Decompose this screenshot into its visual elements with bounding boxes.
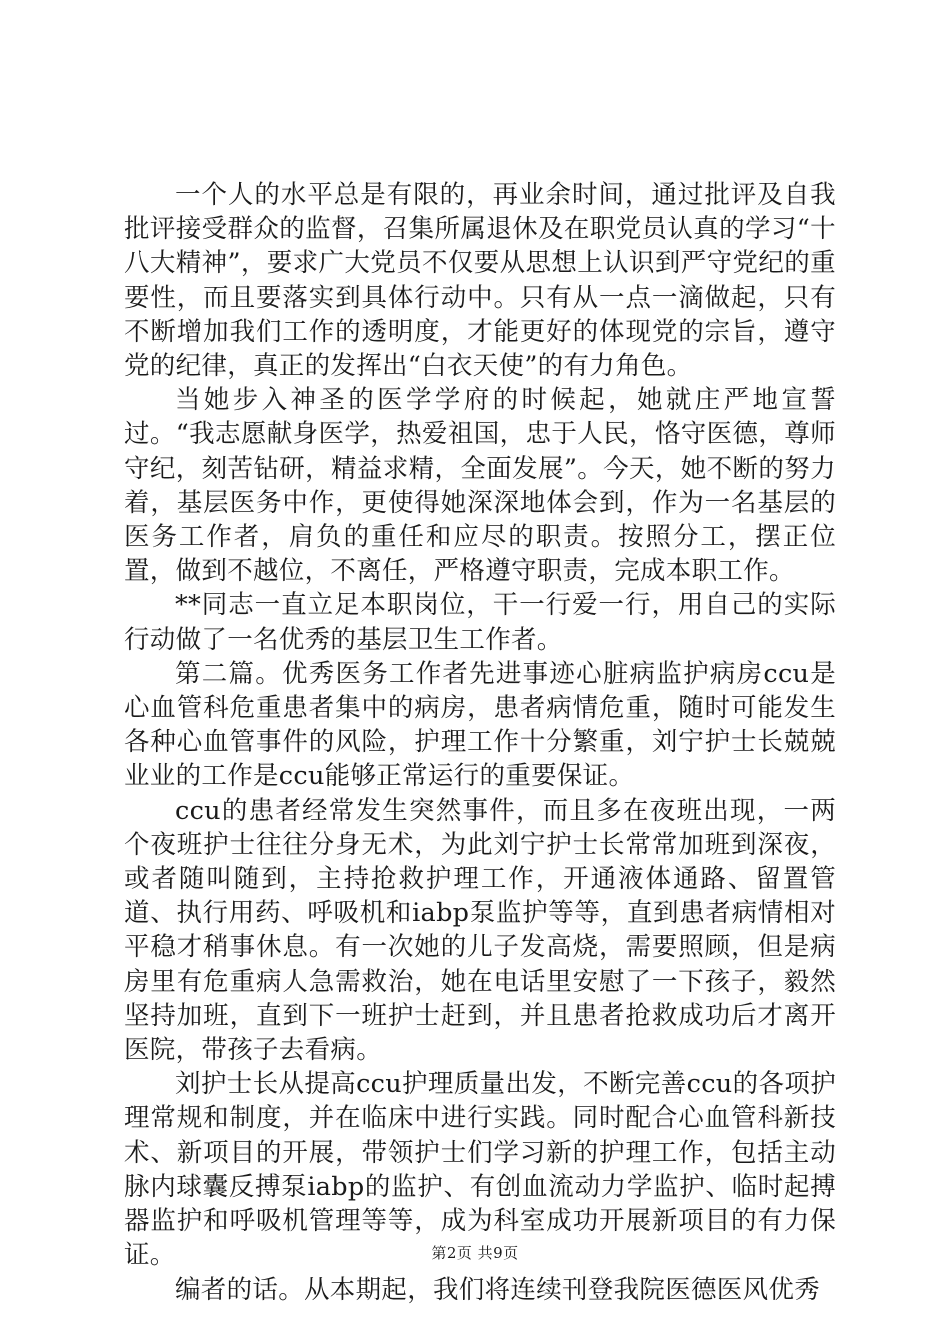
page-number-label: 第2页 共9页 xyxy=(431,1244,519,1262)
paragraph-2: 当她步入神圣的医学学府的时候起，她就庄严地宣誓过。“我志愿献身医学，热爱祖国，忠于人民，恪守医德，尊师守纪，刻苦钻研，精益求精，全面发展”。今天，她不断的努力着，基层医务中作，更使得她深深地体会到，作为一名基层的医务工作者，肩负的重任和应尽的职责。按照分工，摆正位置，做到不越位，不离任，严格遵守职责，完成本职工作。 xyxy=(124,385,836,587)
paragraph-7: 编者的话。从本期起，我们将连续刊登我院医德医风优秀 xyxy=(175,1274,821,1305)
page-footer xyxy=(0,1243,950,1263)
paragraph-3: **同志一直立足本职岗位，干一行爱一行，用自己的实际行动做了一名优秀的基层卫生工作者。 xyxy=(124,590,836,655)
paragraph-6: 刘护士长从提高ccu护理质量出发，不断完善ccu的各项护理常规和制度，并在临床中进行实践。同时配合心血管科新技术、新项目的开展，带领护士们学习新的护理工作，包括主动脉内球囊反搏泵iabp的监护、有创血流动力学监护、临时起搏器监护和呼吸机管理等等，成为科室成功开展新项目的有力保证。 xyxy=(124,1069,836,1271)
paragraph-5: ccu的患者经常发生突然事件，而且多在夜班出现，一两个夜班护士往往分身无术，为此刘宁护士长常常加班到深夜，或者随叫随到，主持抢救护理工作，开通液体通路、留置管道、执行用药、呼吸机和iabp泵监护等等，直到患者病情相对平稳才稍事休息。有一次她的儿子发高烧，需要照顾，但是病房里有危重病人急需救治，她在电话里安慰了一下孩子，毅然坚持加班，直到下一班护士赶到，并且患者抢救成功后才离开医院，带孩子去看病。 xyxy=(124,795,836,1066)
paragraph-1: 一个人的水平总是有限的，再业余时间，通过批评及自我批评接受群众的监督，召集所属退休及在职党员认真的学习“十八大精神”，要求广大党员不仅要从思想上认识到严守党纪的重要性，而且要落实到具体行动中。只有从一点一滴做起，只有不断增加我们工作的透明度，才能更好的体现党的宗旨，遵守党的纪律，真正的发挥出“白衣天使”的有力角色。 xyxy=(124,180,836,382)
document-body xyxy=(124,178,836,1307)
paragraph-4: 第二篇。优秀医务工作者先进事迹心脏病监护病房ccu是心血管科危重患者集中的病房，患者病情危重，随时可能发生各种心血管事件的风险，护理工作十分繁重，刘宁护士长兢兢业业的工作是ccu能够正常运行的重要保证。 xyxy=(124,658,836,792)
